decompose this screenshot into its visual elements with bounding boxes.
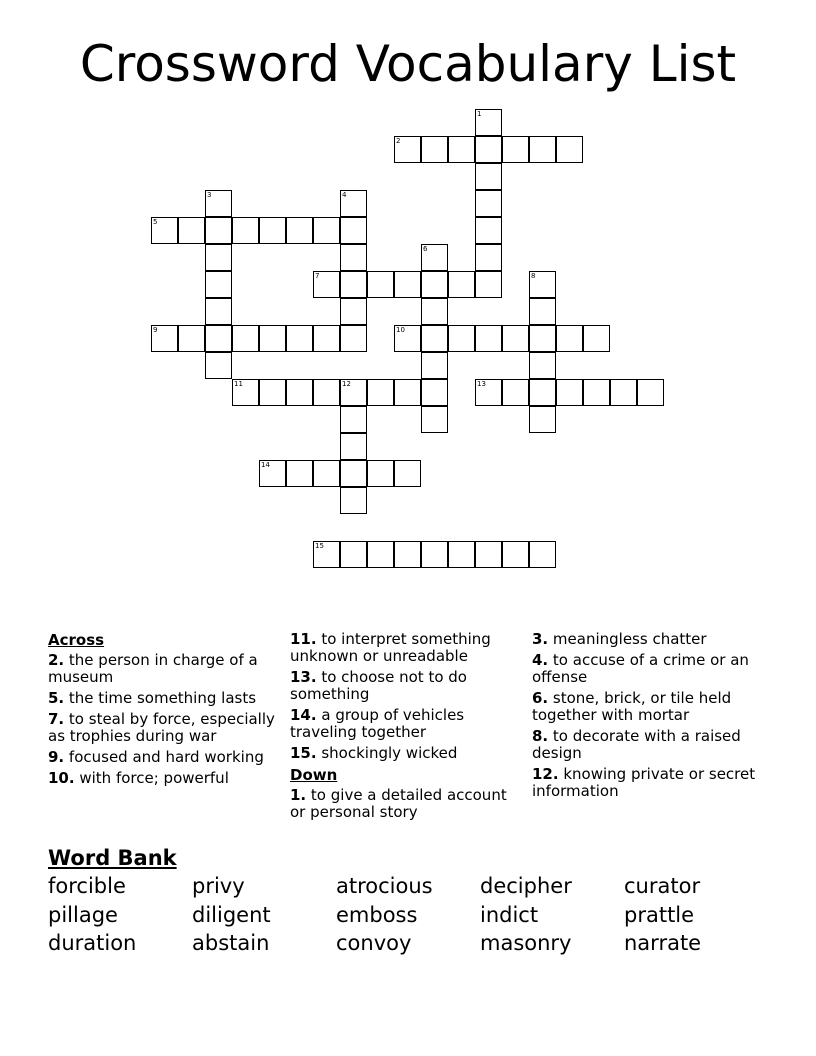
- crossword-cell[interactable]: [178, 325, 205, 352]
- crossword-cell[interactable]: [340, 406, 367, 433]
- clue-down-6: [532, 690, 767, 724]
- crossword-cell[interactable]: [529, 271, 556, 298]
- clue-number: 12.: [532, 765, 559, 783]
- word-bank-word: masonry: [480, 931, 572, 955]
- clue-text: to interpret something unknown or unreadable: [290, 630, 491, 665]
- cell-number: 9: [153, 326, 158, 334]
- crossword-cell[interactable]: [178, 217, 205, 244]
- clue-across-5: [48, 690, 283, 707]
- clue-down-12: [532, 766, 767, 800]
- crossword-cell[interactable]: [502, 379, 529, 406]
- clue-number: 4.: [532, 651, 549, 669]
- clue-across-13: [290, 669, 525, 703]
- crossword-cell[interactable]: [232, 325, 259, 352]
- crossword-cell[interactable]: [151, 325, 178, 352]
- cell-number: 6: [423, 245, 428, 253]
- crossword-cell[interactable]: [421, 136, 448, 163]
- clue-text: meaningless chatter: [552, 630, 707, 648]
- clue-text: stone, brick, or tile held together with mortar: [532, 689, 732, 724]
- clue-number: 9.: [48, 748, 65, 766]
- crossword-cell[interactable]: [259, 460, 286, 487]
- crossword-cell[interactable]: [286, 379, 313, 406]
- clue-text: a group of vehicles traveling together: [290, 706, 465, 741]
- crossword-cell[interactable]: [421, 244, 448, 271]
- crossword-cell[interactable]: [583, 379, 610, 406]
- clue-across-15: [290, 745, 525, 762]
- crossword-cell[interactable]: [637, 379, 664, 406]
- crossword-cell[interactable]: [556, 379, 583, 406]
- crossword-cell[interactable]: [394, 460, 421, 487]
- clue-number: 5.: [48, 689, 65, 707]
- word-bank-word: curator: [624, 874, 701, 898]
- crossword-cell[interactable]: [394, 136, 421, 163]
- clue-number: 1.: [290, 786, 307, 804]
- clue-number: 2.: [48, 651, 65, 669]
- clue-number: 13.: [290, 668, 317, 686]
- clue-across-2: [48, 652, 283, 686]
- word-bank-word: privy: [192, 874, 245, 898]
- clue-number: 7.: [48, 710, 65, 728]
- crossword-cell[interactable]: [340, 433, 367, 460]
- word-bank-word: prattle: [624, 903, 695, 927]
- crossword-cell[interactable]: [394, 541, 421, 568]
- crossword-cell[interactable]: [421, 271, 448, 298]
- crossword-cell[interactable]: [394, 325, 421, 352]
- crossword-cell[interactable]: [556, 136, 583, 163]
- crossword-cell[interactable]: [475, 109, 502, 136]
- crossword-cell[interactable]: [502, 136, 529, 163]
- crossword-cell[interactable]: [529, 541, 556, 568]
- crossword-cell[interactable]: [421, 325, 448, 352]
- clue-number: 8.: [532, 727, 549, 745]
- word-bank-word: diligent: [192, 903, 271, 927]
- crossword-cell[interactable]: [367, 541, 394, 568]
- crossword-cell[interactable]: [448, 136, 475, 163]
- crossword-cell[interactable]: [529, 325, 556, 352]
- crossword-cell[interactable]: [340, 379, 367, 406]
- crossword-cell[interactable]: [475, 190, 502, 217]
- clue-number: 6.: [532, 689, 549, 707]
- crossword-cell[interactable]: [259, 379, 286, 406]
- crossword-cell[interactable]: [205, 352, 232, 379]
- clue-text: shockingly wicked: [321, 744, 458, 762]
- crossword-cell[interactable]: [556, 325, 583, 352]
- crossword-cell[interactable]: [340, 217, 367, 244]
- word-bank-title: Word Bank: [48, 846, 177, 870]
- crossword-cell[interactable]: [313, 541, 340, 568]
- cell-number: 8: [531, 272, 536, 280]
- word-bank-word: convoy: [336, 931, 412, 955]
- crossword-cell[interactable]: [151, 217, 178, 244]
- clue-text: to choose not to do something: [290, 668, 467, 703]
- crossword-cell[interactable]: [286, 217, 313, 244]
- crossword-cell[interactable]: [610, 379, 637, 406]
- crossword-cell[interactable]: [529, 379, 556, 406]
- clue-down-3: [532, 631, 767, 648]
- cell-number: 10: [396, 326, 405, 334]
- clue-number: 11.: [290, 630, 317, 648]
- crossword-cell[interactable]: [529, 298, 556, 325]
- clue-text: the time something lasts: [68, 689, 257, 707]
- clues-column-1: [48, 629, 283, 791]
- crossword-cell[interactable]: [340, 298, 367, 325]
- clue-across-7: [48, 711, 283, 745]
- word-bank-word: duration: [48, 931, 137, 955]
- crossword-cell[interactable]: [421, 541, 448, 568]
- cell-number: 13: [477, 380, 486, 388]
- cell-number: 5: [153, 218, 158, 226]
- clues-column-2: [290, 631, 525, 825]
- clue-text: to give a detailed account or personal story: [290, 786, 507, 821]
- crossword-cell[interactable]: [394, 271, 421, 298]
- crossword-cell[interactable]: [448, 325, 475, 352]
- crossword-cell[interactable]: [259, 217, 286, 244]
- word-bank-word: atrocious: [336, 874, 433, 898]
- crossword-cell[interactable]: [475, 325, 502, 352]
- across-header: Across: [48, 631, 105, 649]
- crossword-cell[interactable]: [313, 460, 340, 487]
- clue-number: 15.: [290, 744, 317, 762]
- crossword-cell[interactable]: [475, 244, 502, 271]
- crossword-cell[interactable]: [502, 325, 529, 352]
- crossword-cell[interactable]: [475, 217, 502, 244]
- crossword-cell[interactable]: [286, 460, 313, 487]
- cell-number: 15: [315, 542, 324, 550]
- crossword-cell[interactable]: [394, 379, 421, 406]
- crossword-cell[interactable]: [421, 352, 448, 379]
- crossword-cell[interactable]: [529, 352, 556, 379]
- cell-number: 12: [342, 380, 351, 388]
- word-bank-word: emboss: [336, 903, 418, 927]
- clue-down-4: [532, 652, 767, 686]
- crossword-cell[interactable]: [583, 325, 610, 352]
- clue-text: to accuse of a crime or an offense: [532, 651, 749, 686]
- clue-text: focused and hard working: [68, 748, 264, 766]
- word-bank-word: decipher: [480, 874, 572, 898]
- clue-number: 14.: [290, 706, 317, 724]
- crossword-cell[interactable]: [259, 325, 286, 352]
- crossword-cell[interactable]: [340, 325, 367, 352]
- crossword-cell[interactable]: [232, 379, 259, 406]
- crossword-cell[interactable]: [313, 217, 340, 244]
- crossword-cell[interactable]: [529, 136, 556, 163]
- crossword-cell[interactable]: [205, 325, 232, 352]
- clue-text: to decorate with a raised design: [532, 727, 741, 762]
- crossword-cell[interactable]: [367, 271, 394, 298]
- crossword-cell[interactable]: [340, 487, 367, 514]
- clues-column-3: [532, 631, 767, 804]
- crossword-cell[interactable]: [475, 163, 502, 190]
- word-bank-word: abstain: [192, 931, 270, 955]
- crossword-cell[interactable]: [205, 298, 232, 325]
- cell-number: 2: [396, 137, 401, 145]
- crossword-cell[interactable]: [232, 217, 259, 244]
- crossword-cell[interactable]: [475, 136, 502, 163]
- crossword-cell[interactable]: [448, 541, 475, 568]
- crossword-cell[interactable]: [421, 379, 448, 406]
- crossword-cell[interactable]: [529, 406, 556, 433]
- clue-text: the person in charge of a museum: [48, 651, 258, 686]
- crossword-cell[interactable]: [340, 190, 367, 217]
- crossword-cell[interactable]: [367, 460, 394, 487]
- cell-number: 4: [342, 191, 347, 199]
- crossword-cell[interactable]: [205, 271, 232, 298]
- crossword-cell[interactable]: [313, 379, 340, 406]
- crossword-cell[interactable]: [340, 244, 367, 271]
- crossword-cell[interactable]: [448, 271, 475, 298]
- down-header: Down: [290, 766, 338, 784]
- crossword-cell[interactable]: [340, 271, 367, 298]
- page-title: Crossword Vocabulary List: [79, 35, 737, 93]
- crossword-cell[interactable]: [340, 541, 367, 568]
- crossword-cell[interactable]: [421, 406, 448, 433]
- cell-number: 7: [315, 272, 320, 280]
- clue-across-10: [48, 770, 283, 787]
- crossword-cell[interactable]: [313, 271, 340, 298]
- clue-text: with force; powerful: [79, 769, 229, 787]
- clue-down-8: [532, 728, 767, 762]
- cell-number: 11: [234, 380, 243, 388]
- crossword-cell[interactable]: [421, 298, 448, 325]
- crossword-cell[interactable]: [502, 541, 529, 568]
- crossword-cell[interactable]: [475, 271, 502, 298]
- crossword-cell[interactable]: [205, 217, 232, 244]
- crossword-cell[interactable]: [475, 379, 502, 406]
- clue-down-1: [290, 787, 525, 821]
- word-bank-word: indict: [480, 903, 539, 927]
- word-bank-word: narrate: [624, 931, 702, 955]
- clue-across-9: [48, 749, 283, 766]
- clue-across-14: [290, 707, 525, 741]
- crossword-cell[interactable]: [205, 244, 232, 271]
- crossword-cell[interactable]: [367, 379, 394, 406]
- cell-number: 14: [261, 461, 270, 469]
- clue-number: 3.: [532, 630, 549, 648]
- clue-text: knowing private or secret information: [532, 765, 756, 800]
- cell-number: 1: [477, 110, 482, 118]
- clue-across-11: [290, 631, 525, 665]
- crossword-cell[interactable]: [286, 325, 313, 352]
- crossword-cell[interactable]: [205, 190, 232, 217]
- crossword-cell[interactable]: [313, 325, 340, 352]
- crossword-cell[interactable]: [475, 541, 502, 568]
- cell-number: 3: [207, 191, 212, 199]
- crossword-cell[interactable]: [340, 460, 367, 487]
- clue-number: 10.: [48, 769, 75, 787]
- word-bank-word: pillage: [48, 903, 118, 927]
- word-bank-word: forcible: [48, 874, 126, 898]
- clue-text: to steal by force, especially as trophies during war: [48, 710, 275, 745]
